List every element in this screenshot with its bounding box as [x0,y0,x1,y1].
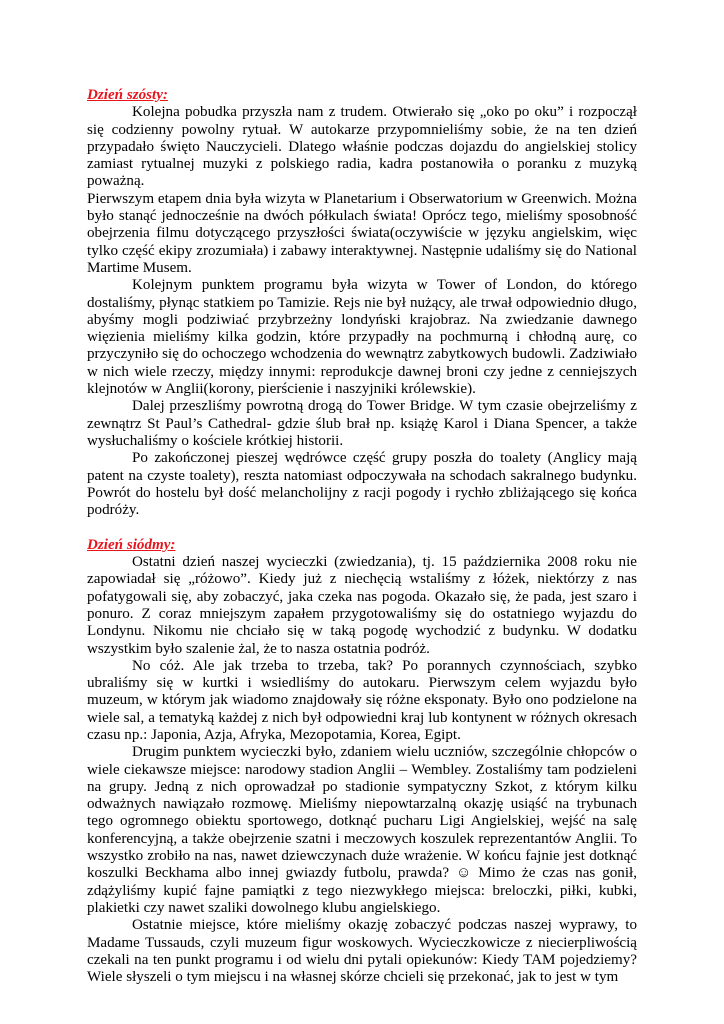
document-page [87,87,637,986]
paragraph: Ostatnie miejsce, które mieliśmy okazję zobaczyć podczas naszej wyprawy, to Madame Tussauds, czyli muzeum figur woskowych. Wycieczkowicze z niecierpliwością czekali na ten punkt programu i od wielu dni pytali opiekunów: Kiedy TAM pojedziemy? Wiele słyszeli o tym miejscu i na własnej skórze chcieli się przekonać, jak to jest w tym [87,917,637,986]
paragraph: Kolejnym punktem programu była wizyta w Tower of London, do którego dostaliśmy, płynąc statkiem po Tamizie. Rejs nie był nużący, ale trwał odpowiednio długo, abyśmy mogli podziwiać przybrzeżny londyński krajobraz. Na zwiedzanie dawnego więzienia mieliśmy kilka godzin, które przypadły na pochmurną i chłodną aurę, co przyczyniło się do ochoczego wchodzenia do wewnątrz zabytkowych budowli. Zadziwiało w nich wiele rzeczy, między innymi: reprodukcje dawnej broni czy jedne z cenniejszych klejnotów w Anglii(korony, pierścienie i naszyjniki królewskie). [87,277,637,398]
paragraph: No cóż. Ale jak trzeba to trzeba, tak? Po porannych czynnościach, szybko ubraliśmy się w kurtki i wsiedliśmy do autokaru. Pierwszym celem wyjazdu było muzeum, w którym jak wiadomo znajdowały się różne eksponaty. Było ono podzielone na wiele sal, a tematyką każdej z nich był odpowiedni kraj lub kontynent w różnych okresach czasu np.: Japonia, Azja, Afryka, Mezopotamia, Korea, Egipt. [87,657,637,743]
section-heading: Dzień szósty: [87,87,168,103]
paragraph: Kolejna pobudka przyszła nam z trudem. Otwierało się „oko po oku” i rozpoczął się codzienny powolny rytuał. W autokarze przypomnieliśmy sobie, że na ten dzień przypadało święto Nauczycieli. Dlatego właśnie podczas dojazdu do angielskiej stolicy zamiast rytualnej muzyki z polskiego radia, kadra postanowiła o poranku z muzyką poważną. [87,104,637,190]
paragraph: Drugim punktem wycieczki było, zdaniem wielu uczniów, szczególnie chłopców o wiele ciekawsze miejsce: narodowy stadion Anglii – Wembley. Zostaliśmy tam podzieleni na grupy. Jedną z nich oprowadzał po stadionie sympatyczny Szkot, z którym kilku odważnych nawiązało rozmowę. Mieliśmy niepowtarzalną okazję usiąść na trybunach tego ogromnego obiektu sportowego, dotknąć pucharu Ligi Angielskiej, wejść na salę konferencyjną, a także obejrzenie szatni i meczowych koszulek reprezentantów Anglii. To wszystko zrobiło na nas, nawet dziewczynach duże wrażenie. W końcu fajnie jest dotknąć koszulki Beckhama albo innej gwiazdy futbolu, prawda? ☺ Mimo że czas nas gonił, zdążyliśmy kupić fajne pamiątki z tego niezwykłego miejsca: breloczki, piłki, kubki, plakietki czy nawet szaliki dowolnego klubu angielskiego. [87,744,637,916]
paragraph: Dalej przeszliśmy powrotną drogą do Tower Bridge. W tym czasie obejrzeliśmy z zewnątrz St Paul’s Cathedral- gdzie ślub brał np. książę Karol i Diana Spencer, a także wysłuchaliśmy o kościele krótkiej historii. [87,398,637,449]
section-day-seven [87,537,637,987]
paragraph: Po zakończonej pieszej wędrówce część grupy poszła do toalety (Anglicy mają patent na czyste toalety), reszta natomiast odpoczywała na schodach sakralnego budynku. Powrót do hostelu był dość melancholijny z racji pogody i rychło zbliżającego się końca podróży. [87,450,637,519]
section-day-six [87,87,637,519]
section-heading: Dzień siódmy: [87,536,176,553]
paragraph: Pierwszym etapem dnia była wizyta w Planetarium i Obserwatorium w Greenwich. Można było stanąć jednocześnie na dwóch półkulach świata! Oprócz tego, mieliśmy sposobność obejrzenia filmu dotyczącego przyszłości świata(oczywiście w języku angielskim, więc tylko część ekipy zrozumiała) i zabawy interaktywnej. Następnie udaliśmy się do National Martime Musem. [87,190,637,276]
section-spacer [87,519,637,536]
paragraph: Ostatni dzień naszej wycieczki (zwiedzania), tj. 15 października 2008 roku nie zapowiadał się „różowo”. Kiedy już z niechęcią wstaliśmy z łóżek, niektórzy z nas pofatygowali się, aby zobaczyć, jaka czeka nas pogoda. Okazało się, że pada, jest szaro i ponuro. Z coraz mniejszym zapałem przygotowaliśmy się do ostatniego wyjazdu do Londynu. Nikomu nie chciało się w taką pogodę wychodzić z budynku. W dodatku wszystkim było szalenie żal, że to nasza ostatnia podróż. [87,554,637,657]
